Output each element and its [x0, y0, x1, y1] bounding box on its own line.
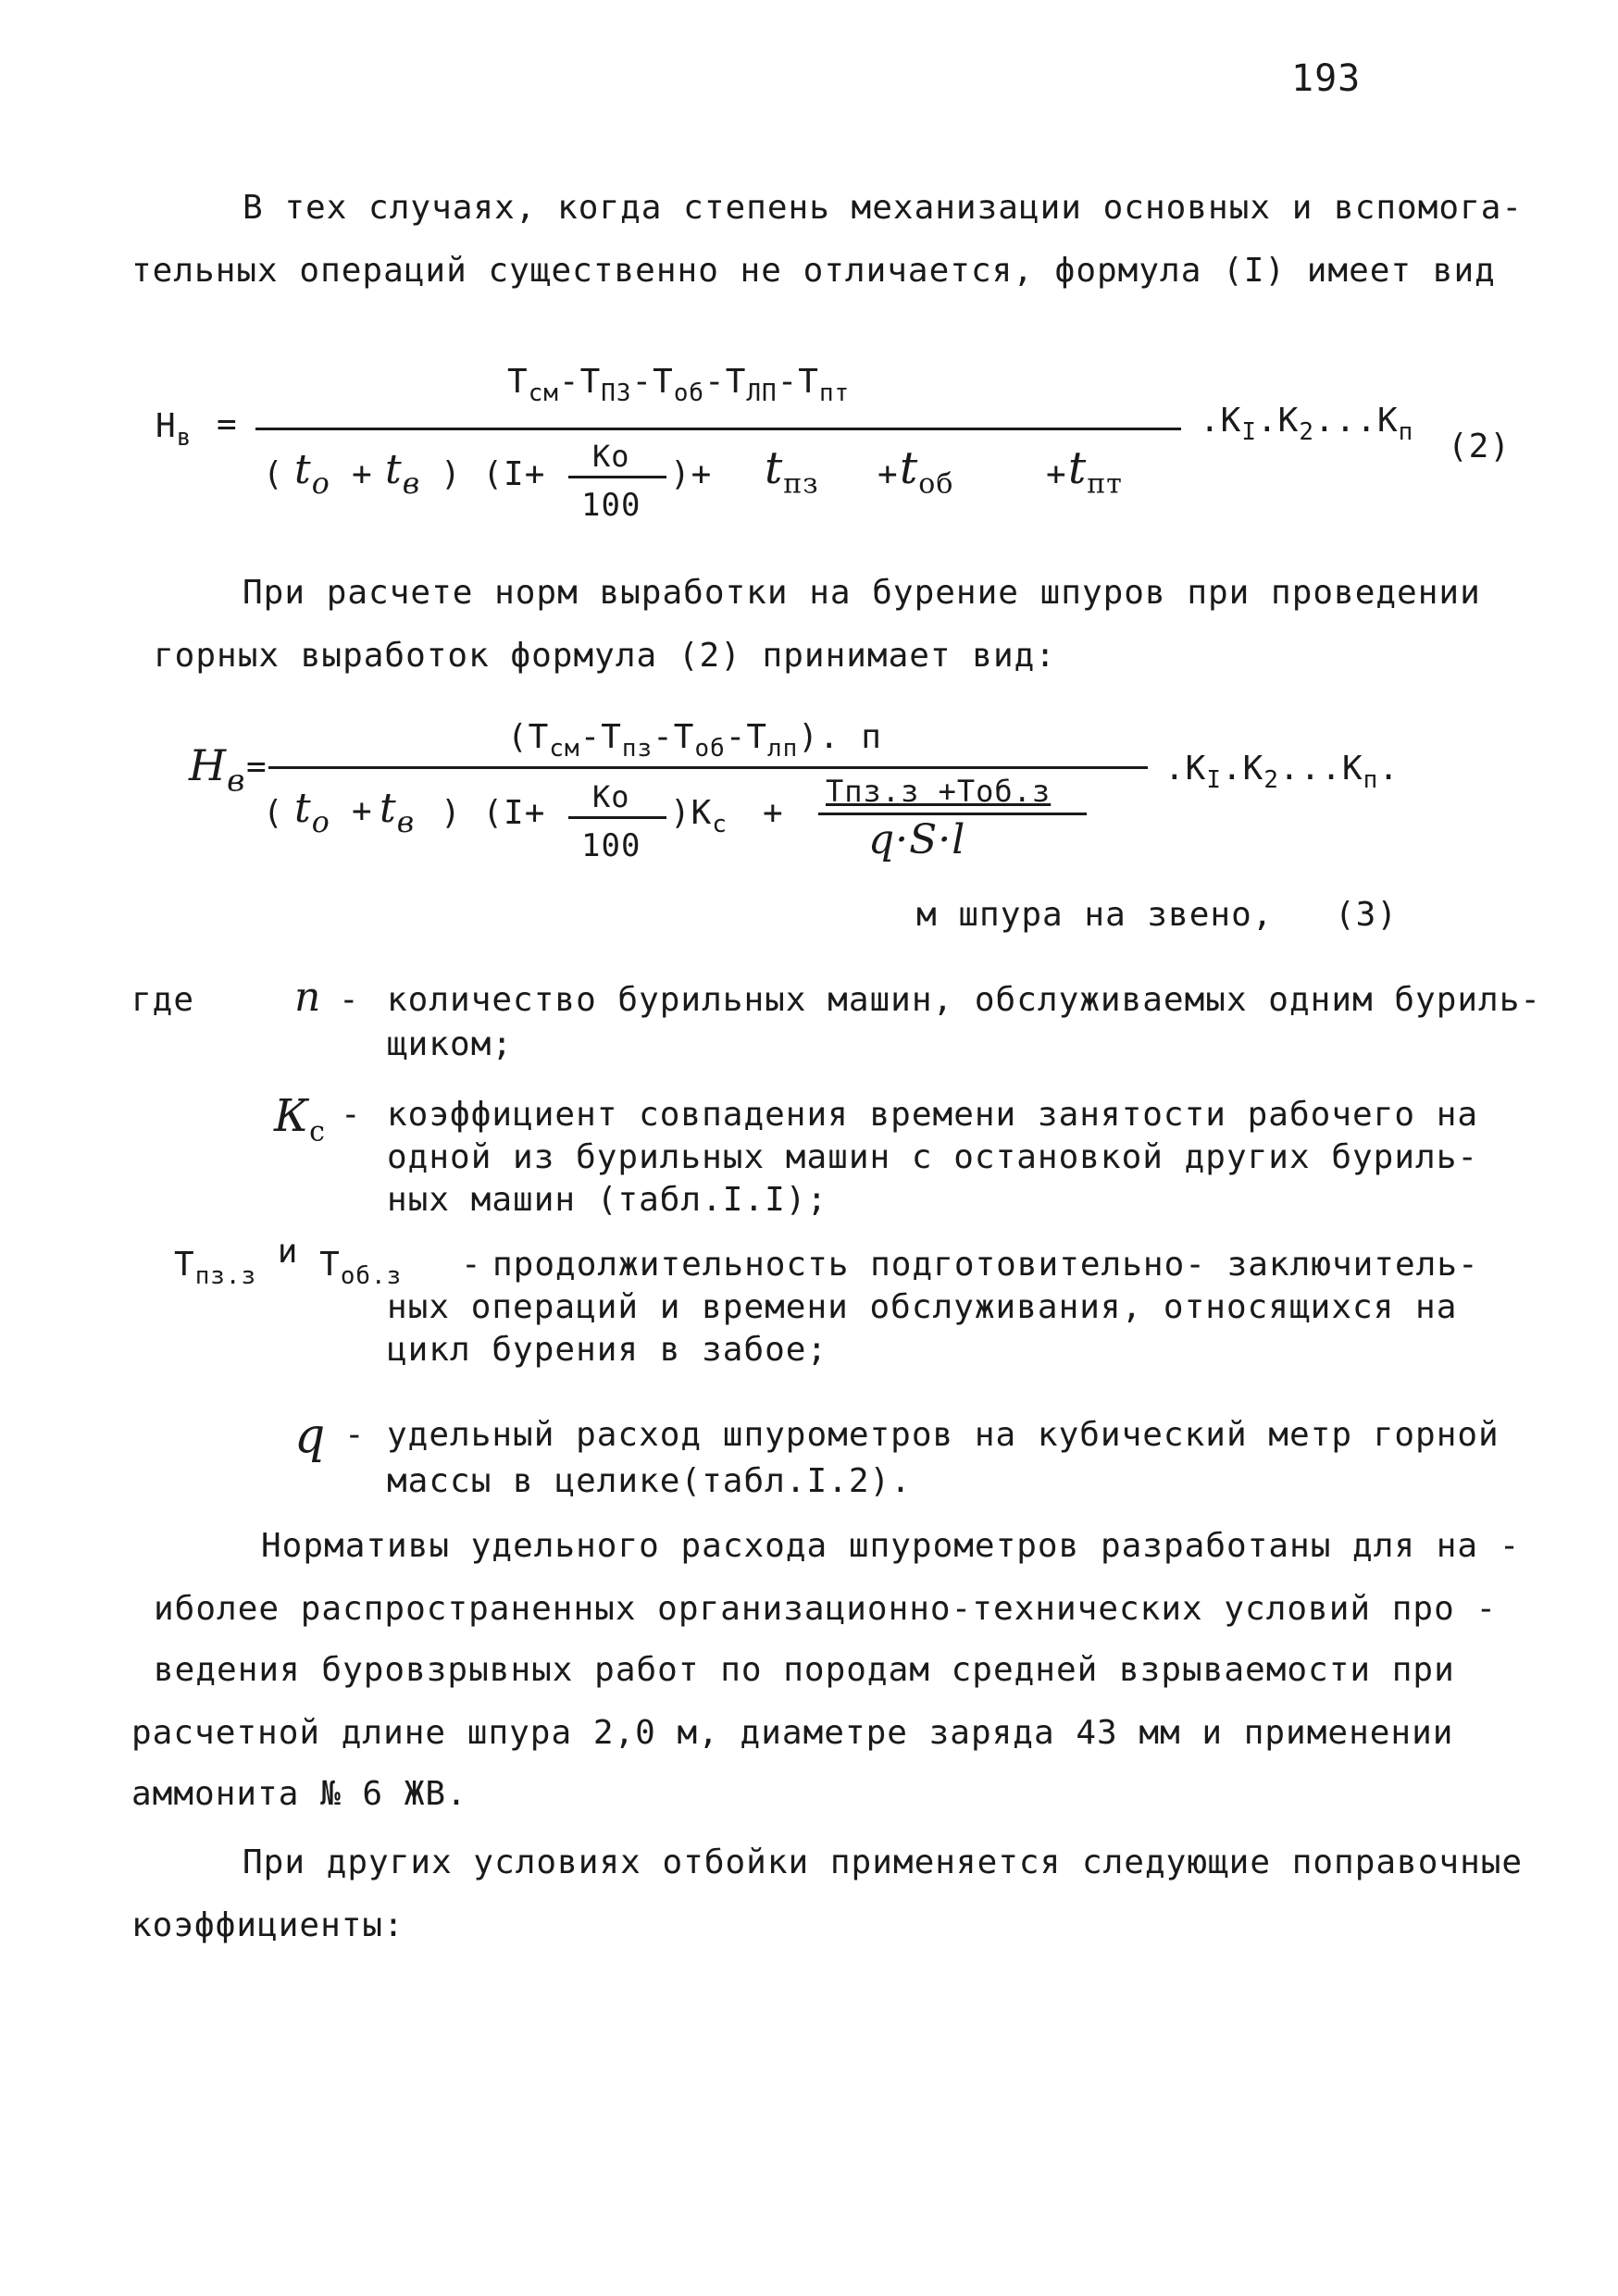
f3-inner-den: q·S·l — [868, 816, 966, 863]
para3-line-1: Нормативы удельного расхода шпурометров разработаны для на - — [261, 1527, 1521, 1565]
f2-den-tpz: $t_{пз}$ — [765, 442, 819, 501]
f2-tail: $.К_I.К_2...К_п$ — [1200, 402, 1414, 447]
f3-den-kc: )$К_с$ — [670, 794, 728, 839]
f3-lhs: $Н_в$ — [189, 740, 246, 799]
where-symbol-t: $Т_{пз.з}$ и $Т_{об.з}$ — [174, 1233, 403, 1291]
f2-den-ko: Ко — [592, 439, 630, 474]
f3-den-ko: Ко — [592, 779, 630, 814]
where-kc-line-2: одной из бурильных машин с остановкой других буриль- — [387, 1138, 1479, 1176]
f2-den-plus3: + — [1046, 455, 1067, 493]
f3-tail: $.К_I.К_2...К_п$. — [1164, 750, 1400, 795]
f2-den-tob: $t_{об}$ — [900, 442, 954, 501]
where-q-line-1: удельный расход шпурометров на кубический метр горной — [387, 1416, 1500, 1454]
para4-line-1: При других условиях отбойки применяется следующие поправочные — [243, 1843, 1524, 1881]
f3-inner-bar — [818, 813, 1087, 815]
para3-line-4: расчетной длине шпура 2,0 м, диаметре заряда 43 мм и применении — [131, 1714, 1454, 1752]
f2-den-tv: $t_в$ — [385, 446, 421, 502]
where-dash-2: - — [341, 1096, 362, 1134]
f3-fraction-bar — [268, 766, 1148, 769]
where-dash-3: - — [461, 1246, 482, 1284]
f2-den-mid: ) (I+ — [441, 455, 546, 493]
f2-equals: = — [217, 405, 238, 443]
f2-den-plus2: + — [877, 455, 899, 493]
where-t-line-1: продолжительность подготовительно- заключитель- — [492, 1246, 1479, 1284]
f2-den-open: ( — [263, 455, 284, 493]
f2-fraction-bar — [255, 428, 1181, 430]
f2-numerator: $Т_{см}-Т_{ПЗ}-Т_{об}-Т_{ЛП}-Т_{пт}$ — [507, 363, 851, 408]
f3-numerator: $(Т_{см}-Т_{пз}-Т_{об}-Т_{лп})$. п — [507, 718, 882, 763]
f2-lhs: $Н_в$ — [156, 407, 193, 453]
f2-den-close: )+ — [670, 455, 713, 493]
f3-den-tv: $t_в$ — [380, 785, 416, 840]
f3-den-plus2: + — [763, 794, 784, 832]
where-kc-line-3: ных машин (табл.I.I); — [387, 1181, 828, 1219]
para3-line-3: ведения буровзрывных работ по породам средней взрываемости при — [154, 1651, 1455, 1689]
f2-label: (2) — [1448, 428, 1512, 465]
where-t-line-3: цикл бурения в забое; — [387, 1331, 828, 1369]
f2-den-tpt: $t_{пт}$ — [1068, 442, 1123, 501]
f2-den-100: 100 — [581, 487, 641, 524]
f3-den-mid: ) (I+ — [441, 794, 546, 832]
where-kc-line-1: коэффициент совпадения времени занятости рабочего на — [387, 1096, 1479, 1134]
where-dash-1: - — [339, 981, 360, 1019]
where-n-line-1: количество бурильных машин, обслуживаемых одним буриль- — [387, 981, 1542, 1019]
f2-den-plus: + — [352, 455, 373, 493]
f3-den-open: ( — [263, 794, 284, 832]
para2-line-1: При расчете норм выработки на бурение шпуров при проведении — [243, 574, 1481, 612]
f2-den-to: $t_о$ — [294, 446, 330, 502]
f2-ko-bar — [568, 476, 666, 478]
where-q-line-2: массы в целике(табл.I.2). — [387, 1462, 912, 1500]
where-t-line-2: ных операций и времени обслуживания, относящихся на — [387, 1288, 1458, 1326]
f3-equals: = — [246, 748, 268, 786]
page-number: 193 — [1291, 57, 1362, 100]
para1-line-1: В тех случаях, когда степень механизации основных и вспомога- — [243, 189, 1524, 227]
f3-ko-bar — [568, 816, 666, 819]
where-n-line-2: щиком; — [387, 1025, 514, 1063]
where-symbol-kc: $К_с$ — [274, 1090, 326, 1148]
para2-line-2: горных выработок формула (2) принимает вид: — [154, 637, 1056, 675]
where-dash-4: - — [344, 1416, 366, 1454]
where-symbol-n: n — [294, 974, 322, 1021]
where-label: где — [131, 981, 195, 1019]
f3-den-to: $t_о$ — [294, 785, 330, 840]
para1-line-2: тельных операций существенно не отличается, формула (I) имеет вид — [131, 252, 1496, 290]
para3-line-5: аммонита № 6 ЖВ. — [131, 1775, 467, 1813]
para4-line-2: коэффициенты: — [131, 1906, 404, 1944]
f3-label: (3) — [1335, 896, 1399, 934]
f3-den-100: 100 — [581, 827, 641, 864]
where-symbol-q: q — [294, 1409, 327, 1464]
para3-line-2: иболее распространенных организационно-технических условий про - — [154, 1590, 1498, 1628]
f3-den-plus: + — [352, 792, 373, 830]
f3-inner-num: Тпз.з +Тоб.з — [826, 774, 1052, 809]
f3-unit: м шпура на звено, — [916, 896, 1274, 934]
